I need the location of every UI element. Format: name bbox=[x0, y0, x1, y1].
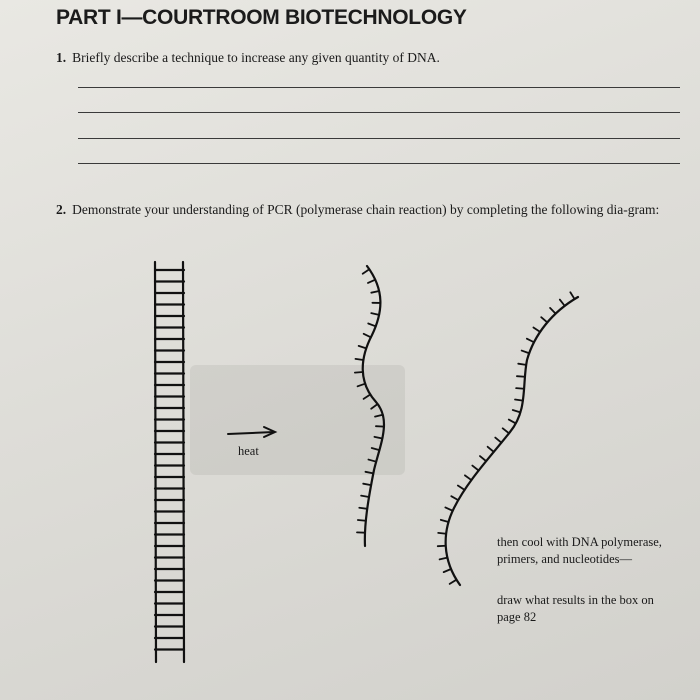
base-tick bbox=[533, 328, 540, 332]
base-tick bbox=[363, 484, 371, 485]
base-tick bbox=[465, 475, 471, 480]
base-tick bbox=[458, 486, 465, 490]
base-tick bbox=[368, 460, 376, 462]
base-tick bbox=[364, 395, 371, 399]
heat-label: heat bbox=[238, 444, 259, 458]
base-tick bbox=[541, 317, 547, 322]
base-tick bbox=[515, 399, 523, 400]
base-tick bbox=[445, 507, 452, 510]
dna-single-strand-1 bbox=[355, 266, 384, 546]
base-tick bbox=[516, 388, 524, 389]
base-tick bbox=[527, 339, 534, 343]
ladder-right-rail bbox=[183, 262, 184, 662]
base-tick bbox=[550, 308, 556, 314]
base-tick bbox=[560, 300, 565, 306]
base-tick bbox=[509, 420, 516, 424]
base-tick bbox=[371, 313, 379, 315]
question-2-number: 2. bbox=[56, 202, 67, 217]
base-tick bbox=[451, 496, 458, 500]
base-tick bbox=[472, 466, 478, 471]
base-tick bbox=[517, 376, 525, 377]
question-2-text: Demonstrate your understanding of PCR (polymerase chain reaction) by completing the following dia-gram: bbox=[72, 202, 660, 217]
ladder-rungs bbox=[155, 270, 184, 650]
heat-arrow-icon bbox=[228, 427, 275, 437]
question-1-number: 1. bbox=[56, 50, 67, 65]
draw-instructions: draw what results in the box on page 82 bbox=[497, 593, 654, 624]
base-tick bbox=[358, 520, 366, 521]
base-tick bbox=[441, 520, 449, 522]
base-tick bbox=[450, 580, 457, 584]
base-tick bbox=[495, 438, 501, 443]
base-tick bbox=[361, 496, 369, 497]
base-tick bbox=[355, 372, 363, 373]
base-tick bbox=[371, 404, 377, 409]
base-tick bbox=[371, 291, 379, 293]
base-tick bbox=[355, 359, 363, 360]
base-tick bbox=[440, 558, 448, 560]
base-tick bbox=[358, 384, 366, 387]
base-tick bbox=[444, 569, 451, 572]
base-tick bbox=[518, 364, 526, 365]
base-tick bbox=[375, 415, 383, 417]
base-tick bbox=[503, 428, 509, 433]
base-tick bbox=[372, 448, 380, 450]
base-tick bbox=[522, 351, 530, 354]
base-tick bbox=[570, 292, 574, 299]
base-tick bbox=[488, 447, 494, 452]
base-tick bbox=[364, 334, 371, 337]
base-tick bbox=[513, 410, 521, 412]
base-tick bbox=[359, 346, 367, 348]
base-tick bbox=[374, 437, 382, 439]
base-tick bbox=[359, 508, 367, 509]
base-tick bbox=[438, 533, 446, 534]
base-tick bbox=[363, 269, 370, 273]
base-tick bbox=[368, 280, 375, 283]
dna-double-strand bbox=[155, 262, 184, 662]
base-tick bbox=[365, 472, 373, 474]
question-1-text: Briefly describe a technique to increase any given quantity of DNA. bbox=[72, 50, 440, 65]
ladder-left-rail bbox=[155, 262, 156, 662]
page-title: PART I—COURTROOM BIOTECHNOLOGY bbox=[56, 6, 467, 29]
base-tick bbox=[480, 456, 486, 461]
cool-instructions: then cool with DNA polymerase, primers, and nucleotides— bbox=[497, 535, 662, 566]
base-tick bbox=[368, 323, 375, 326]
